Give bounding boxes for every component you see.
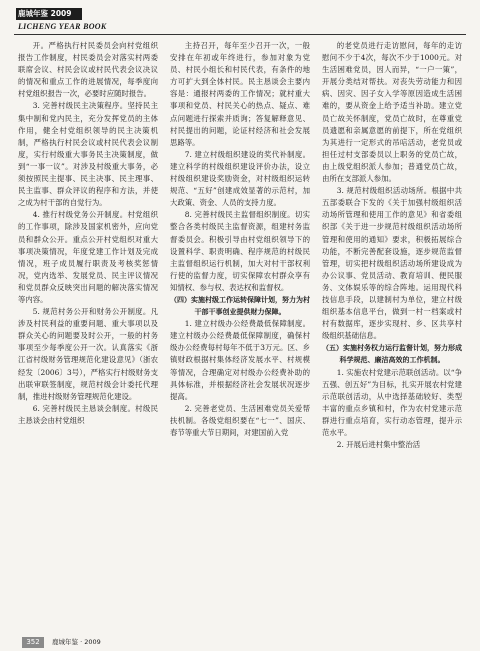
page-header <box>14 6 466 36</box>
page-number: 352 <box>26 638 40 646</box>
paragraph: 6. 完善村级民主恳谈会制度。村级民主恳谈会由村党组织 <box>18 403 158 425</box>
paragraph: 3. 完善村级民主决策程序。坚持民主集中制和党内民主，充分发挥党员的主体作用，健全村党组织领导的民主决策机制，严格执行村民会议或村民代表会议制度，实行村级重大事务民主决策制度，做到“一事一议”。对涉及村级重大事务，必须按照民主提事、民主决事、民主理事、民主监事、群众评议的程序和方法，并使之成为村干部的自觉行为。 <box>18 101 158 208</box>
text-column-middle <box>170 40 310 628</box>
text-column-left <box>18 40 158 628</box>
header-divider <box>14 34 466 35</box>
paragraph: 1. 建立村级办公经费最低保障制度。建立村级办公经费最低保障制度，确保村级办公经费每村每年不低于3万元。区、乡镇财政根据村集体经济发展水平、村规模等情况，合理确定对村级办公经费补助的具体标准，并根据经济社会发展状况逐步提高。 <box>170 319 310 401</box>
yearbook-title-english: LICHENG YEAR BOOK <box>18 22 107 31</box>
section-heading: （四）实施村级工作运转保障计划，努力为村干部干事创业提供财力保障。 <box>170 294 310 317</box>
text-column-right <box>322 40 462 628</box>
paragraph: 8. 完善村级民主监督组织制度。切实整合各类村级民主监督资源，组建村务监督委员会。积极引导由村党组织领导下的设置科学、职责明确、程序规范的村级民主监督组织运行机制，加大对村干部权利行使的监督力度，切实保障农村群众享有知情权、参与权、表达权和监督权。 <box>170 210 310 292</box>
paragraph: 3. 规范村级组织活动场所。根据中共五部委联合下发的《关于加强村级组织活动场所管理和使用工作的意见》和省委组织部《关于进一步规范村级组织活动场所管理和使用的通知》要求，积极拓展综合功能，不断完善配套设施，逐步规范监督管理，切实把村级组织活动场所建设成为办公议事、党员活动、教育培训、便民服务、文体娱乐等的综合阵地。运用现代科技信息手段，以建制村为单位，建立村级组织基本信息平台，做到一村一档案或村村有数据库，逐步实现村、乡、区共享村级组织基础信息。 <box>322 186 462 341</box>
paragraph: 2. 开展后进村集中整治活 <box>336 440 421 450</box>
yearbook-title: 鹿城年鉴 2009 <box>18 9 72 18</box>
paragraph: 7. 建立村级组织建设的奖代补制度。建立科学的村级组织建设评价办法，设立村级组织建设奖励资金，对村级组织运转规范、“五好”创建成效显著的示范村，加大政策、资金、人员的支持力度。 <box>170 149 310 208</box>
paragraph: 1. 实施农村党建示范联创活动。以“争五强、创五好”为目标，扎实开展农村党建示范联创活动，从中选择基础较好、类型丰富的重点乡镇和村，作为农村党建示范群进行重点培育，实行动态管理，提升示范水平。 <box>322 367 462 437</box>
paragraph: 开。严格执行村民委员会向村党组织报告工作制度，村民委员会对落实村两委联席会议、村民会议或村民代表会议决议的情况和重点工作的进展情况，每季度向村党组织报告一次，必要时应随时报告。 <box>18 41 158 99</box>
paragraph: 主持召开，每年至少召开一次，一般安排在年初或年终进行，参加对象为党员、村民小组长和村民代表，有条件的地方可扩大到全体村民。民主恳谈会主要内容是：通报村两委的工作情况；就村重大事项和党员、村民关心的热点、疑点、难点问题进行探索并质询；答复解释意见、村民提出的问题，论证村经济和社会发展思路等。 <box>170 41 310 147</box>
paragraph: 4. 推行村级党务公开制度。村党组织的工作事项，除涉及国家机密外，应向党员和群众公开。重点公开村党组织对重大事项决策情况，年度党建工作计划及完成情况，班子成员履行职责及考核奖惩情况，党内选举、发展党员、民主评议情况和党员群众反映突出问题的解决落实情况等内容。 <box>18 210 158 304</box>
section-heading: （五）实施村务权力运行监督计划，努力形成科学规范、廉洁高效的工作机制。 <box>322 343 462 365</box>
footer-text: 鹿城年鉴 · 2009 <box>52 638 101 646</box>
paragraph: 2. 完善老党员、生活困难党员关爱帮扶机制。各级党组织要在“七一”、国庆、春节等重大节日期间，对建国前入党 <box>170 403 310 437</box>
paragraph: 5. 规范村务公开和财务公开制度。凡涉及村民利益的重要问题、重大事项以及群众关心的问题要及时公开，一般的村务事项至少每季度公开一次。认真落实《浙江省村级财务管理规范化建设意见》（浙农经发〔2006〕3号），严格实行村级财务支出联审联签制度，规范村级会计委托代理制，推进村级财务管理规范化建设。 <box>18 307 158 401</box>
paragraph: 的老党员进行走访慰问，每年的走访慰问不少于4次，每次不少于1000元。对生活困难党员，因人而异，“一户一策”，开展分类结对帮扶。对丧失劳动能力和因病、因灾、因子女入学等原因造成生活困难的，要从资金上给予适当补助。建立党员亡故关怀制度，党员亡故时，在尊重党员遗愿和亲属意愿的前提下，所在党组织为其进行一定形式的吊唁活动，老党员或担任过村支部委员以上职务的党员亡故，由上级党组织派人参加；普通党员亡故，由所在支部派人参加。 <box>322 41 462 184</box>
page-footer <box>0 637 480 651</box>
